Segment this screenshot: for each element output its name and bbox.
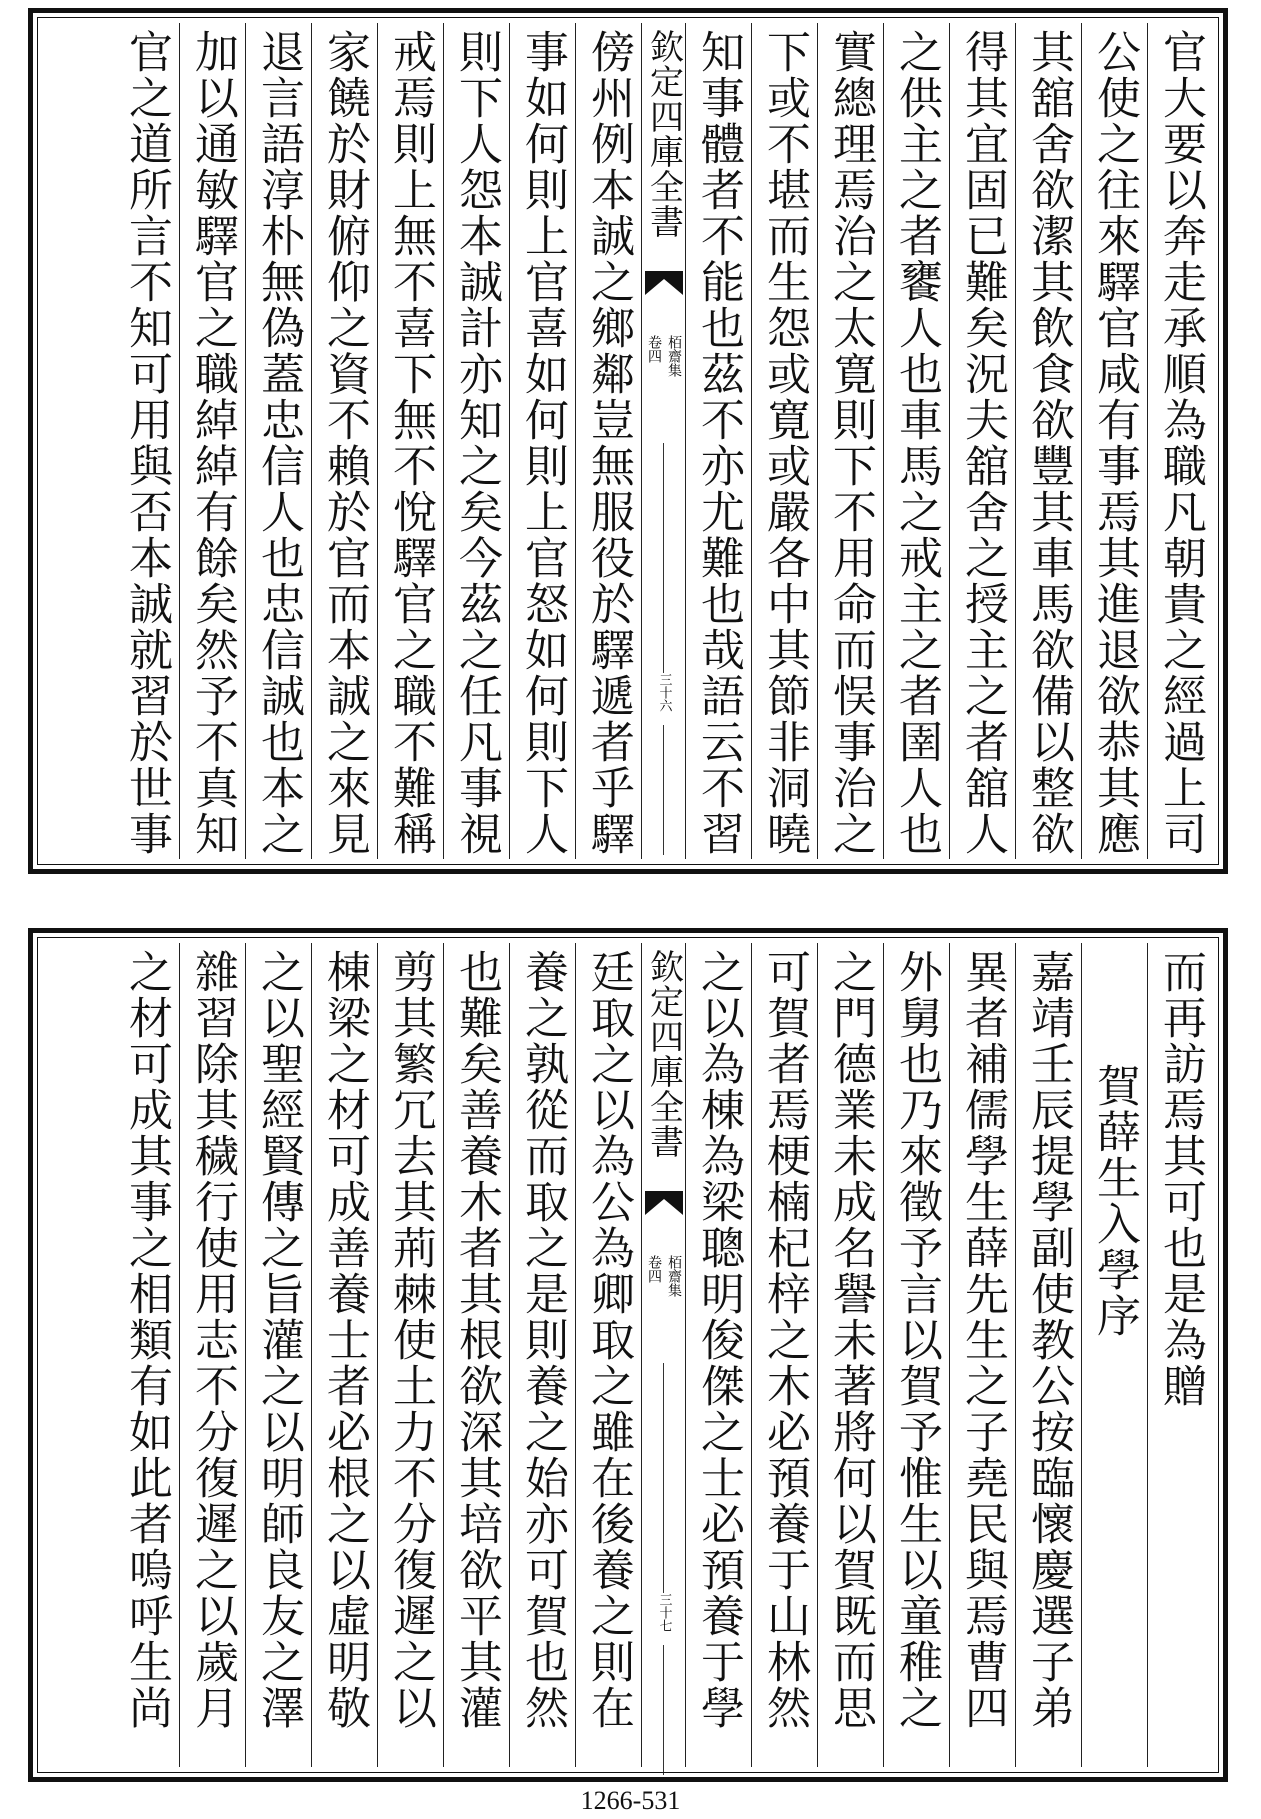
gutter-book-title: 欽定四庫全書 [643, 949, 684, 1159]
text-column: 公使之往來驛官咸有事焉其進退欲恭其應 [1081, 23, 1147, 859]
text-column: 異者補儒學生薛先生之子堯民與焉曹四 [949, 943, 1015, 1767]
text-column: 戒焉則上無不喜下無不悅驛官之職不難稱 [377, 23, 443, 859]
center-gutter [641, 23, 685, 859]
text-column: 剪其繁冗去其荊棘使土力不分復遲之以 [377, 943, 443, 1767]
text-column: 則下人怨本誠計亦知之矣今茲之任凡事視 [443, 23, 509, 859]
text-column: 實總理焉治之太寛則下不用命而悮事治之 [817, 23, 883, 859]
text-column: 而再訪焉其可也是為贈 [1147, 943, 1213, 1767]
gutter-collection-name: 栢齋集 [666, 1255, 682, 1297]
gutter-rule [663, 443, 664, 673]
text-column: 之以為棟為梁聰明俊傑之士必預養于學 [685, 943, 751, 1767]
text-column: 加以通敏驛官之職綽綽有餘矣然予不真知 [179, 23, 245, 859]
essay-title-column: 賀薛生入學序 [1081, 943, 1147, 1767]
book-page-bottom [28, 928, 1228, 1782]
text-column: 傍州例本誠之鄉鄰豈無服役於驛遞者乎驛 [575, 23, 641, 859]
text-column: 廷取之以為公為卿取之雖在後養之則在 [575, 943, 641, 1767]
text-column: 可賀者焉梗楠杞梓之木必預養于山林然 [751, 943, 817, 1767]
gutter-page-number: 三十七 [656, 1593, 672, 1632]
volume-page-reference: 1266-531 [580, 1786, 681, 1815]
text-column: 下或不堪而生怨或寛或嚴各中其節非洞曉 [751, 23, 817, 859]
text-column: 之門德業未成名譽未著將何以賀既而思 [817, 943, 883, 1767]
gutter-rule [663, 1363, 664, 1593]
text-column: 得其宜固已難矣況夫舘舍之授主之者舘人 [949, 23, 1015, 859]
text-column: 官大要以奔走承順為職凡朝貴之經過上司 [1147, 23, 1213, 859]
text-column: 之供主之者饔人也車馬之戒主之者圉人也 [883, 23, 949, 859]
text-column: 也難矣善養木者其根欲深其培欲平其灌 [443, 943, 509, 1767]
text-column: 官之道所言不知可用與否本誠就習於世事 [121, 29, 172, 857]
fish-tail-mark-icon [645, 1191, 683, 1217]
gutter-rule [663, 1645, 664, 1775]
text-column: 知事體者不能也茲不亦尤難也哉語云不習 [685, 23, 751, 859]
gutter-collection-name: 栢齋集 [666, 335, 682, 377]
text-column: 之材可成其事之相類有如此者嗚呼生尚 [121, 949, 172, 1731]
text-column: 其舘舍欲潔其飲食欲豐其車馬欲備以整欲 [1015, 23, 1081, 859]
text-column: 退言語淳朴無偽蓋忠信人也忠信誠也本之 [245, 23, 311, 859]
gutter-page-number: 三十六 [656, 673, 672, 712]
text-column: 之以聖經賢傳之旨灌之以明師良友之澤 [245, 943, 311, 1767]
text-column: 家饒於財俯仰之資不賴於官而本誠之來見 [311, 23, 377, 859]
text-column: 棟梁之材可成善養士者必根之以虛明敬 [311, 943, 377, 1767]
text-column: 養之孰從而取之是則養之始亦可賀也然 [509, 943, 575, 1767]
fish-tail-mark-icon [645, 271, 683, 297]
text-column: 外舅也乃來徵予言以賀予惟生以童稚之 [883, 943, 949, 1767]
gutter-volume: 卷四 [646, 335, 662, 363]
gutter-rule [663, 725, 664, 855]
gutter-volume: 卷四 [646, 1255, 662, 1283]
center-gutter [641, 943, 685, 1767]
gutter-book-title: 欽定四庫全書 [643, 29, 684, 239]
text-column: 雜習除其穢行使用志不分復遲之以歲月 [179, 943, 245, 1767]
text-column: 事如何則上官喜如何則上官怒如何則下人 [509, 23, 575, 859]
text-column: 嘉靖壬辰提學副使教公按臨懷慶選子弟 [1015, 943, 1081, 1767]
book-page-top [28, 8, 1228, 874]
